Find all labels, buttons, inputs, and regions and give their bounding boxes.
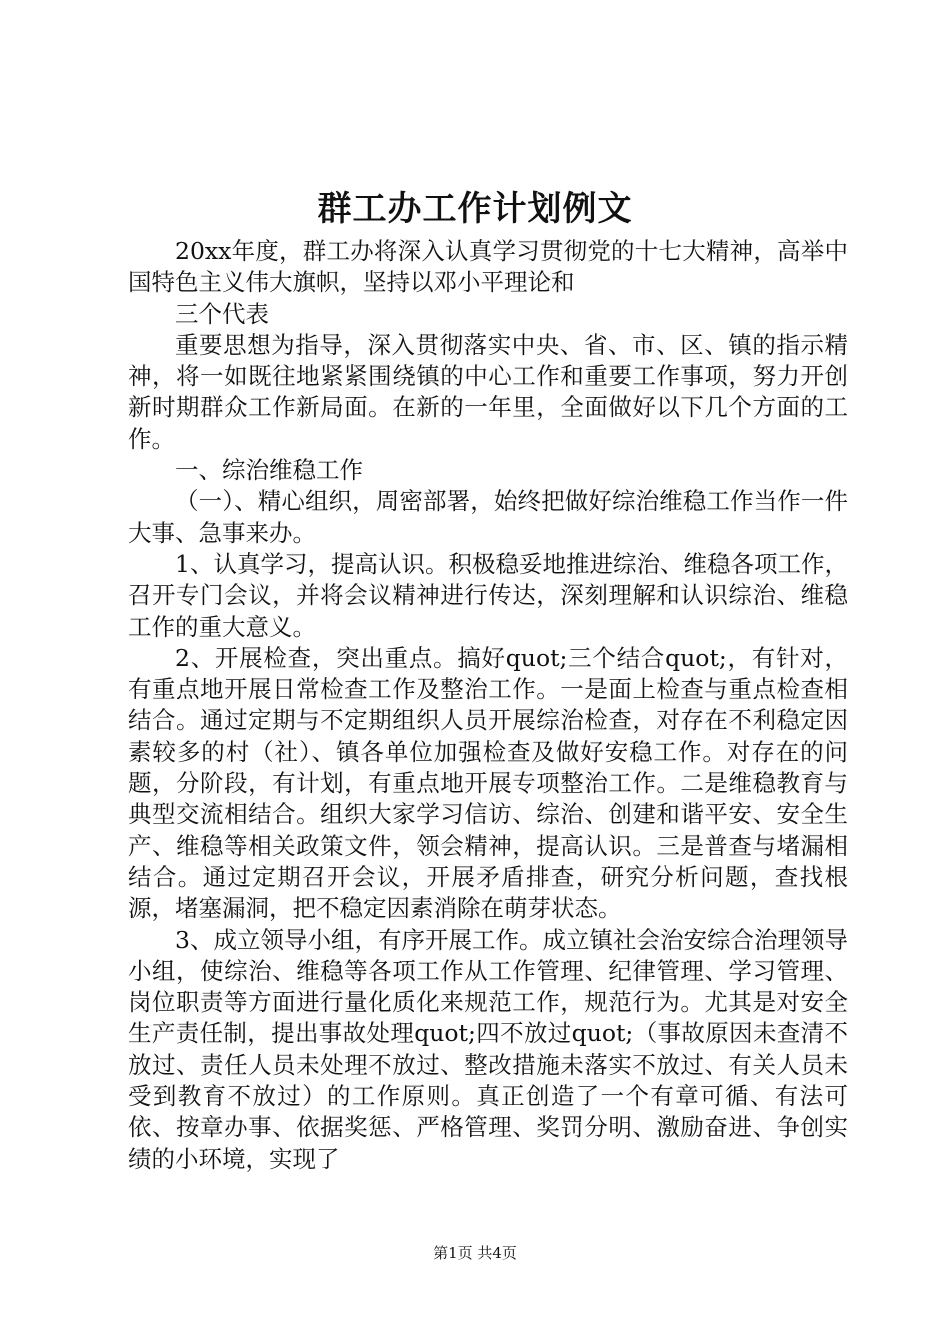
subsection-heading-organize: （一）、精心组织，周密部署，始终把做好综治维稳工作当作一件大事、急事来办。 [128, 487, 848, 547]
paragraph-item-1: 1、认真学习，提高认识。积极稳妥地推进综治、维稳各项工作，召开专门会议，并将会议精神进行传达，深刻理解和认识综治、维稳工作的重大意义。 [128, 549, 848, 641]
document-body [128, 236, 848, 1175]
section-heading-stability: 一、综治维稳工作 [175, 456, 363, 485]
paragraph-item-2: 2、开展检查，突出重点。搞好quot;三个结合quot;，有针对，有重点地开展日常检查工作及整治工作。一是面上检查与重点检查相结合。通过定期与不定期组织人员开展综治检查，对存在不利稳定因素较多的村（社）、镇各单位加强检查及做好安稳工作。对存在的问题，分阶段，有计划，有重点地开展专项整治工作。二是维稳教育与典型交流相结合。组织大家学习信访、综治、创建和谐平安、安全生产、维稳等相关政策文件，领会精神，提高认识。三是普查与堵漏相结合。通过定期召开会议，开展矛盾排查，研究分析问题，查找根源，堵塞漏洞，把不稳定因素消除在萌芽状态。 [128, 643, 848, 923]
document-title: 群工办工作计划例文 [317, 189, 633, 229]
paragraph-three-represents: 三个代表 [175, 299, 269, 328]
page-footer: 第1页 共4页 [433, 1244, 517, 1262]
paragraph-guidance: 重要思想为指导，深入贯彻落实中央、省、市、区、镇的指示精神，将一如既往地紧紧围绕镇的中心工作和重要工作事项，努力开创新时期群众工作新局面。在新的一年里，全面做好以下几个方面的工作。 [128, 330, 848, 453]
paragraph-intro: 20xx年度，群工办将深入认真学习贯彻党的十七大精神，高举中国特色主义伟大旗帜，坚持以邓小平理论和 [128, 237, 848, 297]
paragraph-item-3: 3、成立领导小组，有序开展工作。成立镇社会治安综合治理领导小组，使综治、维稳等各项工作从工作管理、纪律管理、学习管理、岗位职责等方面进行量化质化来规范工作，规范行为。尤其是对安全生产责任制，提出事故处理quot;四不放过quot;（事故原因未查清不放过、责任人员未处理不放过、整改措施未落实不放过、有关人员未受到教育不放过）的工作原则。真正创造了一个有章可循、有法可依、按章办事、依据奖惩、严格管理、奖罚分明、激励奋进、争创实绩的小环境，实现了 [128, 925, 848, 1173]
